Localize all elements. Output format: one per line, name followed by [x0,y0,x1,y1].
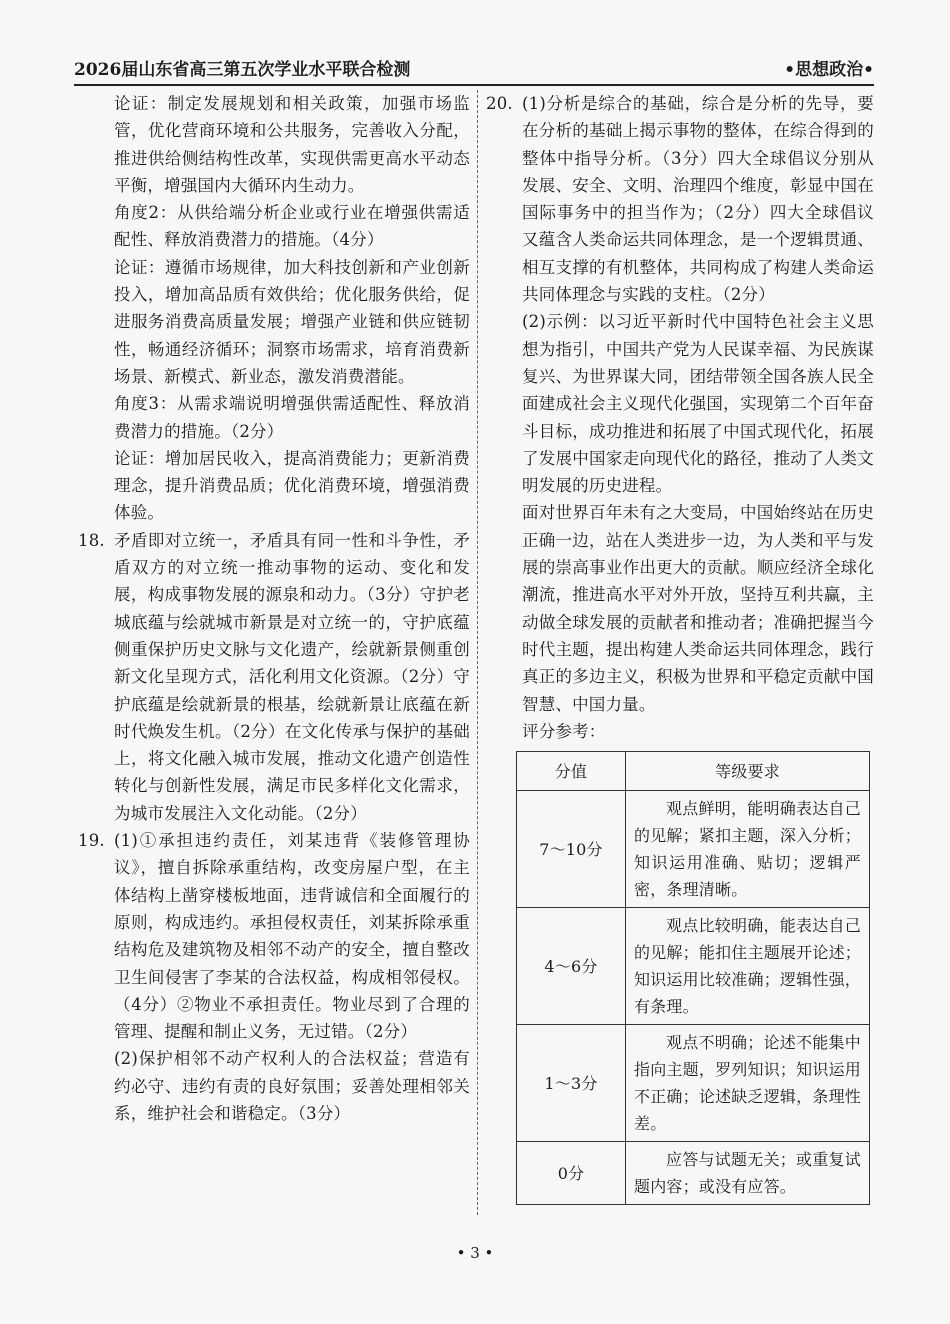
rubric-score: 1～3分 [517,1025,626,1142]
rubric-score: 0分 [517,1142,626,1205]
question-19-answer-2: (2)保护相邻不动产权利人的合法权益；营造有约必守、违约有责的良好氛围；妥善处理相邻关系，维护社会和谐稳定。（3分） [114,1049,470,1123]
rubric-requirement-text: 观点不明确；论述不能集中指向主题，罗列知识；知识运用不正确；论述缺乏逻辑，条理性差。 [634,1033,861,1134]
question-20-answer-3: 面对世界百年未有之大变局，中国始终站在历史正确一边，站在人类进步一边，为人类和平与发展的崇高事业作出更大的贡献。顺应经济全球化潮流，推进高水平对外开放，坚持互利共赢，主动做全球发展的贡献者和推动者；准确把握当今时代主题，提出构建人类命运共同体理念，践行真正的多边主义，积极为世界和平稳定贡献中国智慧、中国力量。 [522,503,874,714]
question-19 [78,827,470,1045]
rubric-requirement [626,1142,870,1205]
argument-paragraph-1: 论证：制定发展规划和相关政策，加强市场监管，优化营商环境和公共服务，完善收入分配，推进供给侧结构性改革，实现供需更高水平动态平衡，增强国内大循环内生动力。 [114,94,470,195]
rubric-label: 评分参考： [522,721,606,741]
column-divider [477,90,478,1215]
page-header [74,54,874,86]
rubric-table [516,751,870,1205]
rubric-requirement-text: 观点鲜明，能明确表达自己的见解；紧扣主题，深入分析；知识运用准确、贴切；逻辑严密，条理清晰。 [634,799,861,900]
question-20-answer-2: (2)示例：以习近平新时代中国特色社会主义思想为指引，中国共产党为人民谋幸福、为民族谋复兴、为世界谋大同，团结带领全国各族人民全面建成社会主义现代化强国，实现第二个百年奋斗目标，成功推进和拓展了中国式现代化，拓展了发展中国家走向现代化的路径，推动了人类文明发展的历史进程。 [522,312,874,496]
angle-2-heading: 角度2：从供给端分析企业或行业在增强供需适配性、释放消费潜力的措施。（4分） [114,203,470,250]
question-19-answer-1: (1)①承担违约责任，刘某违背《装修管理协议》，擅自拆除承重结构，改变房屋户型，在主体结构上凿穿楼板地面，违背诚信和全面履行的原则，构成违约。承担侵权责任，刘某拆除承重结构危及建筑物及相邻不动产的安全，擅自整改卫生间侵害了李某的合法权益，构成相邻侵权。（4分）②物业不承担责任。物业尽到了合理的管理、提醒和制止义务，无过错。（2分） [114,831,470,1042]
rubric-requirement-text: 观点比较明确，能表达自己的见解；能扣住主题展开论述；知识运用比较准确；逻辑性强，有条理。 [634,916,861,1017]
table-row [517,1142,870,1205]
question-19-number: 19. [78,831,105,851]
rubric-requirement-text: 应答与试题无关；或重复试题内容；或没有应答。 [634,1150,861,1197]
rubric-score: 7～10分 [517,791,626,908]
rubric-requirement [626,791,870,908]
rubric-header-requirement: 等级要求 [626,752,870,791]
question-20 [486,90,874,308]
table-row [517,1025,870,1142]
argument-paragraph-2: 论证：遵循市场规律，加大科技创新和产业创新投入，增加高品质有效供给；优化服务供给，促进服务消费高质量发展；增强产业链和供应链韧性，畅通经济循环；洞察市场需求，培育消费新场景、新模式、新业态，激发消费潜能。 [114,257,470,386]
rubric-header-score: 分值 [517,752,626,791]
question-18 [78,527,470,827]
angle-3-heading: 角度3：从需求端说明增强供需适配性、释放消费潜力的措施。（2分） [114,394,470,441]
table-row [517,791,870,908]
table-row [517,908,870,1025]
rubric-score: 4～6分 [517,908,626,1025]
subject-label: •思想政治• [784,60,874,80]
left-column [78,90,470,1127]
question-20-answer-1: (1)分析是综合的基础，综合是分析的先导，要在分析的基础上揭示事物的整体，在综合得到的整体中指导分析。（3分）四大全球倡议分别从发展、安全、文明、治理四个维度，彰显中国在国际事务中的担当作为；（2分）四大全球倡议又蕴含人类命运共同体理念，是一个逻辑贯通、相互支撑的有机整体，共同构成了构建人类命运共同体理念与实践的支柱。（2分） [522,94,874,305]
page-number: • 3 • [456,1244,494,1262]
question-20-number: 20. [486,94,513,113]
rubric-header-row [517,752,870,791]
question-18-number: 18. [78,530,105,550]
rubric-requirement [626,1025,870,1142]
rubric-requirement [626,908,870,1025]
exam-title: 2026届山东省高三第五次学业水平联合检测 [74,60,411,80]
argument-paragraph-3: 论证：增加居民收入，提高消费能力；更新消费理念，提升消费品质；优化消费环境，增强消费体验。 [114,448,470,523]
question-18-answer: 矛盾即对立统一，矛盾具有同一性和斗争性，矛盾双方的对立统一推动事物的运动、变化和发展，构成事物发展的源泉和动力。（3分）守护老城底蕴与绘就城市新景是对立统一的，守护底蕴侧重保护历史文脉与文化遗产，绘就新景侧重创新文化呈现方式，活化利用文化资源。（2分）守护底蕴是绘就新景的根基，绘就新景让底蕴在新时代焕发生机。（2分）在文化传承与保护的基础上，将文化融入城市发展，推动文化遗产创造性转化与创新性发展，满足市民多样化文化需求，为城市发展注入文化动能。（2分） [114,530,470,823]
right-column [486,90,874,1205]
